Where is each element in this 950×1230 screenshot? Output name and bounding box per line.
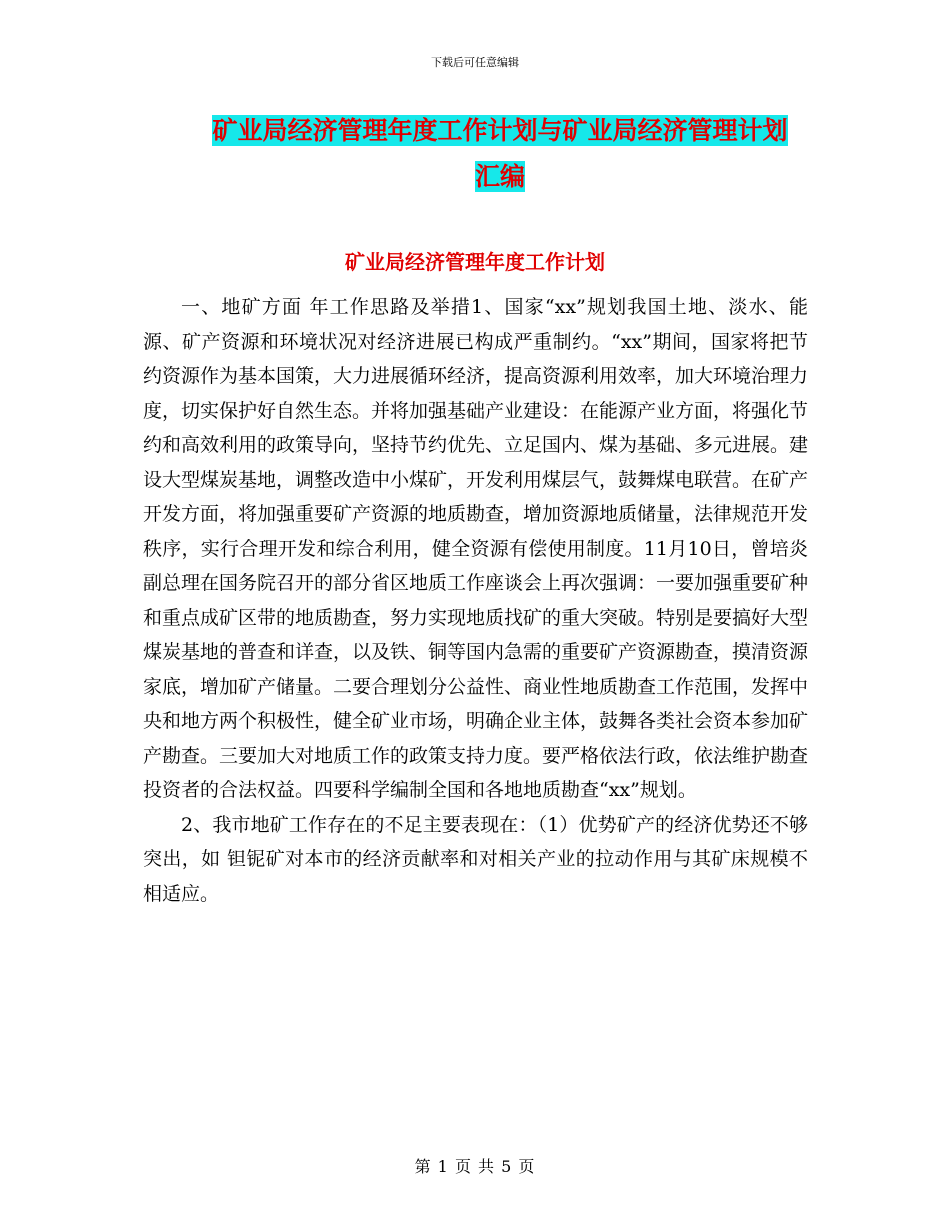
page-footer: 第 1 页 共 5 页 xyxy=(414,1157,536,1176)
body-paragraph: 2、我市地矿工作存在的不足主要表现在：（1）优势矿产的经济优势还不够突出，如 钽铌矿对本市的经济贡献率和对相关产业的拉动作用与其矿床规模不相适应。 xyxy=(143,813,808,905)
body-paragraph: 一、地矿方面 年工作思路及举措1、国家“xx”规划我国土地、淡水、能源、矿产资源和环境状况对经济进展已构成严重制约。“xx”期间，国家将把节约资源作为基本国策，大力进展循环经济，提高资源利用效率，加大环境治理力度，切实保护好自然生态。并将加强基础产业建设：在能源产业方面，将强化节约和高效利用的政策导向，坚持节约优先、立足国内、煤为基础、多元进展。建设大型煤炭基地，调整改造中小煤矿，开发利用煤层气，鼓舞煤电联营。在矿产开发方面，将加强重要矿产资源的地质勘查，增加资源地质储量，法律规范开发秩序，实行合理开发和综合利用，健全资源有偿使用制度。11月10日，曾培炎副总理在国务院召开的部分省区地质工作座谈会上再次强调：一要加强重要矿种和重点成矿区带的地质勘查，努力实现地质找矿的重大突破。特别是要搞好大型煤炭基地的普查和详查，以及铁、铜等国内急需的重要矿产资源勘查，摸清资源家底，增加矿产储量。二要合理划分公益性、商业性地质勘查工作范围，发挥中央和地方两个积极性，健全矿业市场，明确企业主体，鼓舞各类社会资本参加矿产勘查。三要加大对地质工作的政策支持力度。要严格依法行政，依法维护勘查投资者的合法权益。四要科学编制全国和各地地质勘查“xx”规划。 xyxy=(143,296,809,801)
section-title: 矿业局经济管理年度工作计划 xyxy=(345,250,605,274)
document-body xyxy=(143,290,808,911)
page-header-note: 下载后可任意编辑 xyxy=(431,56,519,69)
document-title-line1: 矿业局经济管理年度工作计划与矿业局经济管理计划 xyxy=(212,116,788,145)
document-title xyxy=(120,108,880,200)
document-title-line2: 汇编 xyxy=(474,162,525,191)
